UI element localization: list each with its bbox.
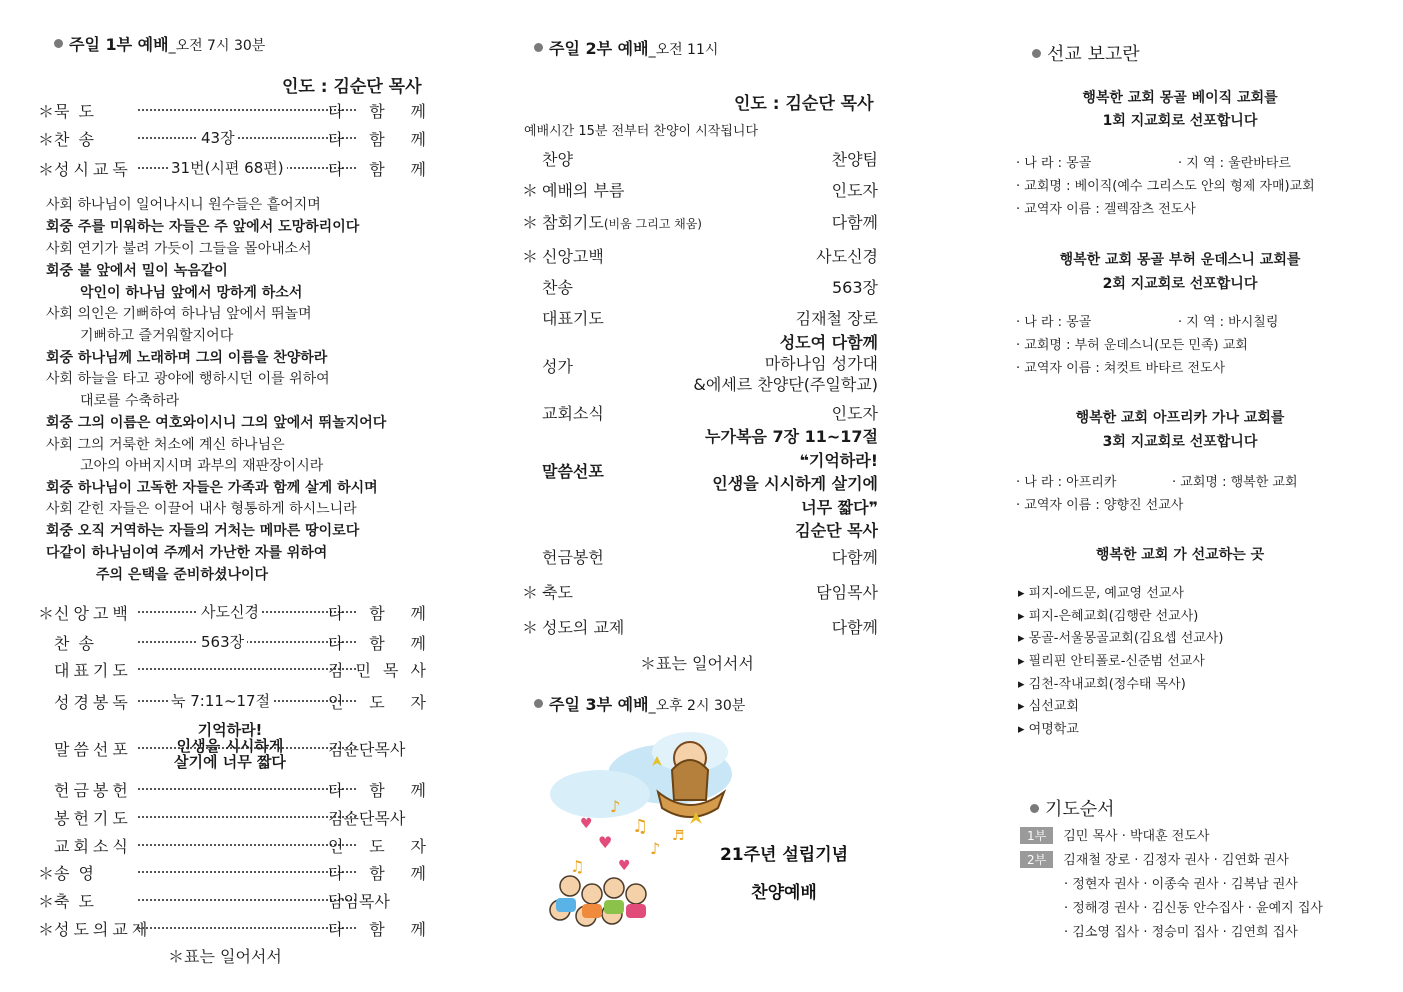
music-note-icon: ♫ — [632, 816, 649, 837]
church-name: · 교회명 : 베이직(예수 그리스도 안의 형제 자매)교회 — [1016, 179, 1315, 194]
standing-mark: ＊ — [522, 618, 539, 637]
order-label: 찬송 — [542, 278, 573, 297]
church-country: · 나 라 : 몽골 — [1016, 156, 1092, 171]
support-item: ▸ 여명학교 — [1018, 722, 1079, 737]
choir-info — [640, 332, 878, 395]
heading-line: 2회 지교회로 선포합니다 — [1102, 276, 1258, 292]
reading-line: 사회 그의 거룩한 처소에 계신 하나님은 — [46, 437, 285, 453]
standing-mark: ＊ — [522, 181, 539, 200]
choir-line: &에세르 찬양단(주일학교) — [693, 375, 878, 394]
church-minister: · 교역자 이름 : 쳐컷트 바타르 전도사 — [1016, 361, 1226, 376]
order-person: 다 함 께 — [328, 604, 426, 623]
order-label: 찬 송 — [54, 634, 96, 653]
reading-line: 대로를 수축하라 — [80, 393, 180, 409]
child-figure — [560, 876, 580, 896]
heading-line: 행복한 교회 몽골 베이직 교회를 — [1082, 90, 1278, 106]
order-person: 563장 — [832, 278, 878, 297]
order-row — [38, 631, 426, 653]
sermon-line: 너무 짧다❞ — [801, 497, 878, 517]
service2-footnote: ＊표는 일어서서 — [640, 654, 754, 673]
mission-header — [1032, 40, 1140, 66]
order-label: 참회기도(비움 그리고 채움) — [542, 213, 702, 232]
sermon-line: 인생을 시시하게 — [176, 737, 284, 755]
service1-leader: 인도 : 김순단 목사 — [282, 77, 422, 97]
standing-mark: ＊ — [38, 102, 55, 121]
order-person: 다함께 — [831, 548, 878, 567]
standing-mark: ＊ — [38, 604, 55, 623]
order-label: 대표기도 — [54, 661, 132, 680]
order-row — [38, 861, 426, 883]
order-row — [38, 127, 426, 149]
order-row — [38, 917, 426, 939]
leader-dots — [138, 927, 356, 929]
mission-title: 선교 보고란 — [1047, 44, 1140, 65]
heart-icon: ♥ — [580, 816, 593, 832]
bullet-icon — [1030, 804, 1039, 813]
order-detail: 눅 7:11~17절 — [168, 690, 273, 711]
music-note-icon: ♪ — [650, 839, 661, 858]
support-item: ▸ 피지-에드문, 예교영 선교사 — [1018, 586, 1184, 601]
child-figure — [626, 884, 646, 904]
prayer-names: 김민 목사 · 박대훈 전도사 — [1063, 829, 1210, 844]
order-label: 신앙고백 — [542, 247, 604, 266]
church-region: · 지 역 : 울란바타르 — [1178, 156, 1291, 171]
prayer-names: · 정현자 권사 · 이종숙 권사 · 김복남 권사 — [1064, 877, 1298, 892]
bullet-icon — [1032, 49, 1041, 58]
reading-line: 회중 그의 이름은 여호와이시니 그의 앞에서 뛰놀지어다 — [46, 415, 387, 431]
prayer-names: 김재철 장로 · 김정자 권사 · 김연화 권사 — [1063, 853, 1289, 868]
order-row — [38, 778, 426, 800]
heading-line: 1회 지교회로 선포합니다 — [1102, 113, 1258, 129]
reading-line: 사회 하나님이 일어나시니 원수들은 흩어지며 — [46, 197, 321, 213]
order-person: 다 함 께 — [328, 864, 426, 883]
reading-line: 고아의 아버지시며 과부의 재판장이시라 — [80, 458, 324, 474]
reading-line: 사회 연기가 불려 가듯이 그들을 몰아내소서 — [46, 241, 312, 257]
leader-dots — [138, 871, 356, 873]
leader-dots — [138, 788, 356, 790]
service3-time: _오후 2시 30분 — [648, 698, 746, 714]
church-country: · 나 라 : 아프리카 — [1016, 475, 1117, 490]
support-title: 행복한 교회 가 선교하는 곳 — [1095, 547, 1265, 563]
standing-mark: ＊ — [522, 247, 539, 266]
service1-header — [54, 32, 265, 55]
prayer-names: · 김소영 집사 · 정승미 집사 · 김연희 집사 — [1064, 925, 1298, 940]
service1-sermon-title — [164, 722, 296, 770]
sermon-line: 누가복음 7장 11~17절 — [705, 427, 878, 446]
church-region: · 지 역 : 바시칠링 — [1178, 315, 1279, 330]
service1-footnote: ＊표는 일어서서 — [168, 947, 282, 966]
leader-dots — [138, 899, 356, 901]
order-label: 성경봉독 — [54, 693, 132, 712]
order-person: 김순단목사 — [328, 809, 406, 828]
leader-dots — [138, 137, 356, 139]
standing-mark: ＊ — [38, 160, 55, 179]
order-person: 사도신경 — [816, 247, 878, 266]
music-note-icon: ♬ — [672, 828, 685, 844]
order-person: 다 함 께 — [328, 634, 426, 653]
order-label: 성가 — [542, 357, 573, 376]
bullet-icon — [534, 43, 543, 52]
heading-line: 3회 지교회로 선포합니다 — [1102, 434, 1258, 450]
reading-line: 회중 불 앞에서 밀이 녹음같이 — [46, 263, 228, 279]
sermon-line: 살기에 너무 짧다 — [174, 753, 286, 771]
reading-line: 사회 의인은 기뻐하여 하나님 앞에서 뛰놀며 — [46, 306, 312, 322]
banner-line: 찬양예배 — [751, 883, 817, 903]
order-label: 말씀선포 — [54, 740, 132, 759]
order-row — [38, 806, 426, 828]
order-person: 다 함 께 — [328, 130, 426, 149]
support-item: ▸ 몽골-서울몽골교회(김요셉 선교사) — [1018, 631, 1224, 646]
church-heading — [1040, 87, 1320, 133]
order-label: 송 영 — [54, 864, 96, 883]
reading-line: 사회 갇힌 자들은 이끌어 내사 형통하게 하시느니라 — [46, 501, 357, 517]
leader-dots — [138, 668, 356, 670]
choir-line: 성도여 다함께 — [779, 333, 878, 352]
order-label: 대표기도 — [542, 309, 604, 328]
sermon-line: ❝기억하라! — [799, 450, 878, 470]
service2-header — [534, 36, 718, 59]
service3-header — [534, 692, 745, 715]
reading-line: 회중 주를 미워하는 자들은 주 앞에서 도망하리이다 — [46, 219, 360, 235]
church-name: · 교회명 : 부허 운데스니(모든 민족) 교회 — [1016, 338, 1248, 353]
heart-icon: ♥ — [598, 833, 613, 852]
order-person: 김재철 장로 — [795, 309, 878, 328]
order-label: 교회소식 — [54, 837, 132, 856]
child-clothes — [556, 898, 576, 912]
service3-title: 주일 3부 예배 — [549, 695, 649, 714]
service1-title: 주일 1부 예배 — [69, 35, 169, 54]
order-label-note: (비움 그리고 채움) — [603, 217, 702, 231]
order-row — [38, 889, 426, 911]
service1-time: _오전 7시 30분 — [168, 38, 266, 54]
order-person: 인 도 자 — [328, 837, 426, 856]
order-row — [38, 658, 426, 680]
heading-line: 행복한 교회 아프리카 가나 교회를 — [1075, 410, 1285, 426]
prayer-title: 기도순서 — [1045, 799, 1115, 820]
order-label: 봉헌기도 — [54, 809, 132, 828]
banner-line: 21주년 설립기념 — [719, 845, 849, 865]
church-minister: · 교역자 이름 : 겔렉잠츠 전도사 — [1016, 202, 1196, 217]
order-person: 김순단목사 — [328, 740, 406, 759]
church-minister: · 교역자 이름 : 양향진 선교사 — [1016, 498, 1184, 513]
prayer-header — [1030, 795, 1115, 821]
order-label: 성도의교제 — [54, 920, 152, 939]
service2-sermon-info — [640, 425, 878, 543]
leader-dots — [138, 844, 356, 846]
order-person: 인 도 자 — [328, 693, 426, 712]
reading-line: 기뻐하고 즐거워할지어다 — [80, 328, 234, 344]
service2-leader: 인도 : 김순단 목사 — [734, 94, 874, 114]
church-country: · 나 라 : 몽골 — [1016, 315, 1092, 330]
figure-robe — [672, 760, 708, 800]
support-item: ▸ 심선교회 — [1018, 699, 1079, 714]
order-person: 담임목사 — [816, 583, 878, 602]
order-person: 인도자 — [831, 181, 878, 200]
standing-mark: ＊ — [38, 130, 55, 149]
standing-mark: ＊ — [522, 583, 539, 602]
sermon-line: 기억하라! — [197, 721, 263, 739]
order-person: 다 함 께 — [328, 781, 426, 800]
heading-line: 행복한 교회 몽골 부허 운데스니 교회를 — [1059, 252, 1301, 268]
support-item: ▸ 김천-작내교회(정수태 목사) — [1018, 677, 1186, 692]
reading-line: 다같이 하나님이여 주께서 가난한 자를 위하여 — [46, 545, 328, 561]
order-detail: 563장 — [198, 631, 247, 652]
order-row — [38, 690, 426, 712]
church-name: · 교회명 : 행복한 교회 — [1172, 475, 1298, 490]
order-detail: 사도신경 — [198, 601, 262, 622]
church-heading — [1040, 406, 1320, 454]
order-row — [38, 99, 426, 121]
sermon-line: 인생을 시시하게 살기에 — [712, 474, 878, 493]
prayer-row — [1020, 849, 1289, 868]
order-row — [38, 834, 426, 856]
order-row — [38, 157, 426, 179]
reading-line: 사회 하늘을 타고 광야에 행하시던 이를 위하여 — [46, 371, 330, 387]
service2-title: 주일 2부 예배 — [549, 39, 649, 58]
prayer-names: · 정해경 권사 · 김신동 안수집사 · 윤예지 집사 — [1064, 901, 1323, 916]
support-item: ▸ 필리핀 안티폴로-신준범 선교사 — [1018, 654, 1205, 669]
reading-line: 회중 오직 거역하는 자들의 거처는 메마른 땅이로다 — [46, 523, 360, 539]
order-label: 헌금봉헌 — [542, 548, 604, 567]
child-clothes — [626, 904, 646, 918]
church-heading — [1040, 248, 1320, 296]
reading-line: 회중 하나님께 노래하며 그의 이름을 찬양하라 — [46, 350, 328, 366]
child-figure — [604, 878, 624, 898]
support-item: ▸ 피지-은혜교회(김행란 선교사) — [1018, 609, 1199, 624]
standing-mark: ＊ — [38, 864, 55, 883]
order-label: 묵 도 — [54, 102, 96, 121]
order-person: 다 함 께 — [328, 160, 426, 179]
service2-time: _오전 11시 — [648, 42, 719, 58]
standing-mark: ＊ — [38, 920, 55, 939]
heart-icon: ♥ — [618, 858, 631, 874]
order-label: 축도 — [542, 583, 573, 602]
standing-mark: ＊ — [522, 213, 539, 232]
service-tag: 1부 — [1020, 827, 1053, 844]
bullet-icon — [54, 39, 63, 48]
order-person: 다함께 — [831, 213, 878, 232]
order-label: 축 도 — [54, 892, 96, 911]
order-person: 다함께 — [831, 618, 878, 637]
bullet-icon — [534, 699, 543, 708]
order-label: 성도의 교제 — [542, 618, 625, 637]
child-clothes — [604, 900, 624, 914]
order-label: 찬양 — [542, 150, 573, 169]
cloud-shape — [550, 770, 650, 818]
music-note-icon: ♪ — [610, 797, 621, 816]
order-person: 다 함 께 — [328, 920, 426, 939]
order-label: 성시교독 — [54, 160, 132, 179]
leader-dots — [138, 109, 356, 111]
reading-line: 주의 은택을 준비하셨나이다 — [96, 567, 269, 583]
anniversary-banner — [704, 836, 864, 912]
leader-dots — [138, 816, 356, 818]
sermon-line: 김순단 목사 — [795, 521, 878, 540]
child-figure — [582, 884, 602, 904]
order-label: 말씀선포 — [542, 462, 604, 481]
order-person: 인도자 — [831, 404, 878, 423]
order-detail: 31번(시편 68편) — [168, 157, 287, 178]
order-label: 교회소식 — [542, 404, 604, 423]
order-label: 찬 송 — [54, 130, 96, 149]
choir-line: 마하나임 성가대 — [764, 354, 878, 373]
child-clothes — [582, 904, 602, 918]
service-tag: 2부 — [1020, 851, 1053, 868]
standing-mark: ＊ — [38, 892, 55, 911]
praise-note: 예배시간 15분 전부터 찬양이 시작됩니다 — [524, 124, 758, 139]
order-label: 예배의 부름 — [542, 181, 625, 200]
reading-line: 악인이 하나님 앞에서 망하게 하소서 — [80, 285, 303, 301]
order-person: 담임목사 — [328, 892, 390, 911]
reading-line: 회중 하나님이 고독한 자들은 가족과 함께 살게 하시며 — [46, 480, 378, 496]
order-row — [38, 601, 426, 623]
order-detail: 43장 — [198, 127, 238, 148]
music-note-icon: ♫ — [570, 857, 585, 876]
order-person: 김 민 목 사 — [328, 661, 426, 680]
order-label: 신앙고백 — [54, 604, 132, 623]
order-person: 다 함 께 — [328, 102, 426, 121]
order-label: 헌금봉헌 — [54, 781, 132, 800]
prayer-row — [1020, 825, 1209, 844]
order-person: 찬양팀 — [831, 150, 878, 169]
